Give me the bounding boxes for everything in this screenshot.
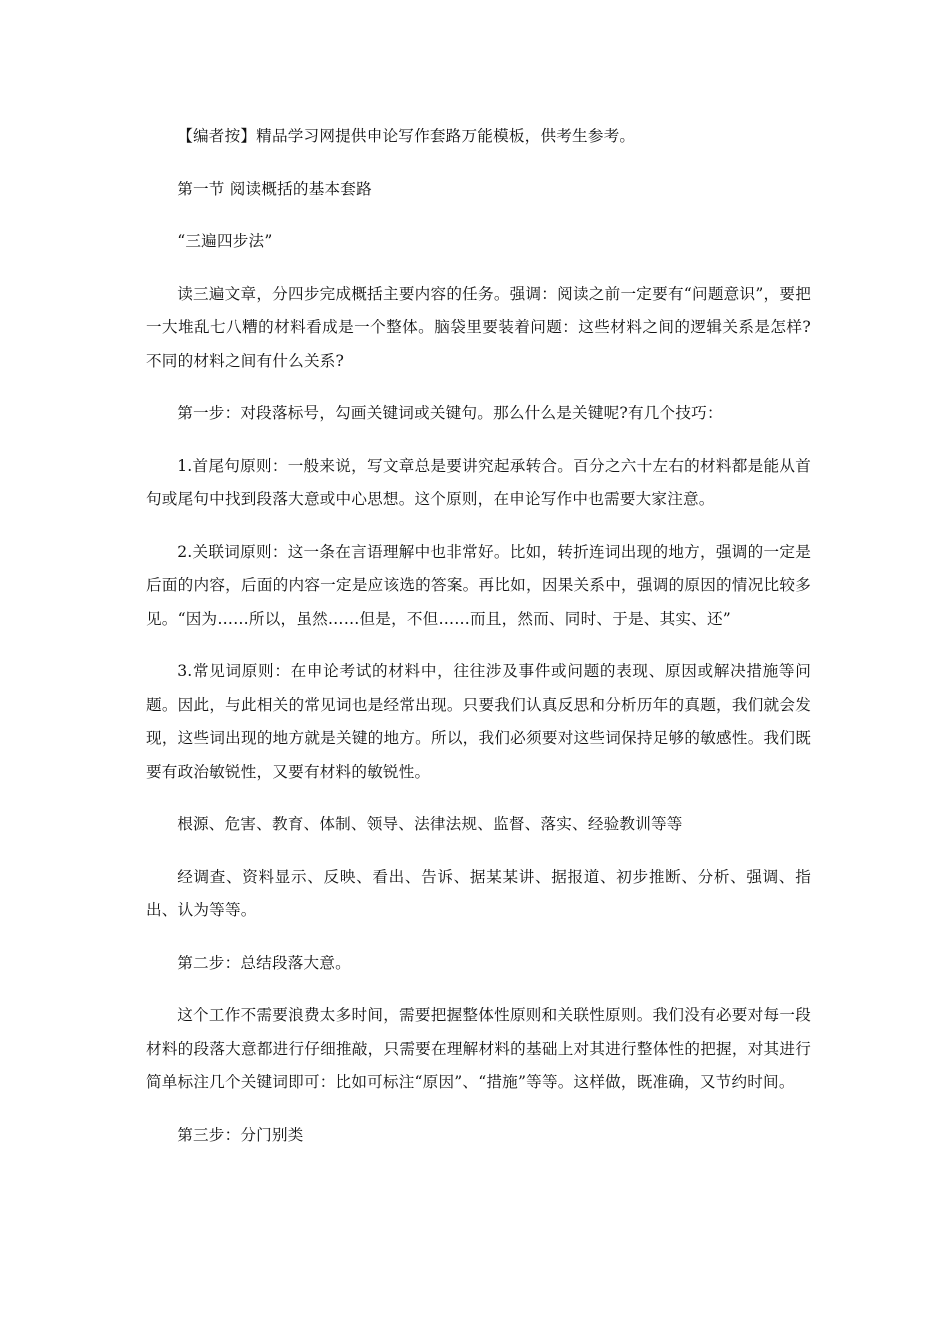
paragraph-intro: 读三遍文章，分四步完成概括主要内容的任务。强调：阅读之前一定要有“问题意识”，要把一大堆乱七八糟的材料看成是一个整体。脑袋里要装着问题：这些材料之间的逻辑关系是怎样?不同的材料之间有什么关系? [146, 284, 811, 370]
editor-note: 【编者按】精品学习网提供申论写作套路万能模板，供考生参考。 [177, 127, 636, 145]
document-body [146, 120, 811, 1152]
rule-conjunction: 2.关联词原则：这一条在言语理解中也非常好。比如，转折连词出现的地方，强调的一定是后面的内容，后面的内容一定是应该选的答案。再比如，因果关系中，强调的原因的情况比较多见。“因为……所以，虽然……但是，不但……而且，然而、同时、于是、其实、还” [146, 542, 811, 628]
keyword-list-2: 经调查、资料显示、反映、看出、告诉、据某某讲、据报道、初步推断、分析、强调、指出、认为等等。 [146, 867, 811, 919]
section-heading: 第一节 阅读概括的基本套路 [177, 179, 372, 198]
step-two-body: 这个工作不需要浪费太多时间，需要把握整体性原则和关联性原则。我们没有必要对每一段材料的段落大意都进行仔细推敲，只需要在理解材料的基础上对其进行整体性的把握，对其进行简单标注几个关键词即可：比如可标注“原因”、“措施”等等。这样做，既准确，又节约时间。 [146, 1006, 811, 1091]
keyword-list-1: 根源、危害、教育、体制、领导、法律法规、监督、落实、经验教训等等 [177, 815, 683, 833]
step-two-heading: 第二步：总结段落大意。 [177, 953, 351, 972]
step-one-heading: 第一步：对段落标号，勾画关键词或关键句。那么什么是关键呢?有几个技巧： [177, 404, 723, 422]
rule-common-words: 3.常见词原则：在申论考试的材料中，往往涉及事件或问题的表现、原因或解决措施等问题。因此，与此相关的常见词也是经常出现。只要我们认真反思和分析历年的真题，我们就会发现，这些词出现的地方就是关键的地方。所以，我们必须要对这些词保持足够的敏感性。我们既要有政治敏锐性，又要有材料的敏锐性。 [146, 662, 811, 781]
method-title: “三遍四步法” [177, 232, 273, 250]
rule-first-last-sentence: 1.首尾句原则：一般来说，写文章总是要讲究起承转合。百分之六十左右的材料都是能从首句或尾句中找到段落大意或中心思想。这个原则，在申论写作中也需要大家注意。 [146, 456, 811, 508]
step-three-heading: 第三步：分门别类 [177, 1125, 304, 1144]
